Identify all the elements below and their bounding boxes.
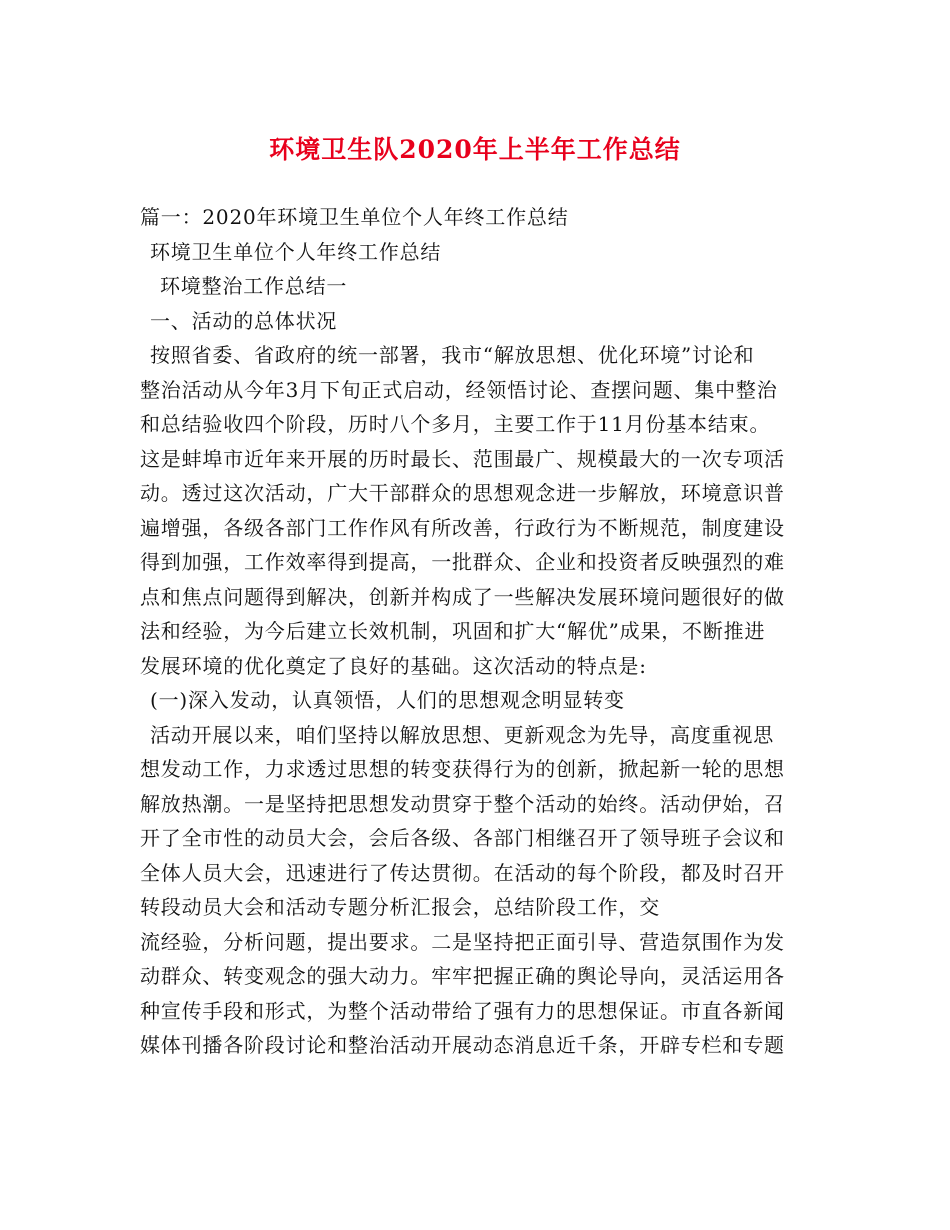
text-line: 全体人员大会，迅速进行了传达贯彻。在活动的每个阶段，都及时召开 [140,860,785,885]
text-line: 发展环境的优化奠定了良好的基础。这次活动的特点是: [140,653,647,678]
text-line: 转段动员大会和活动专题分析汇报会，总结阶段工作，交 [140,895,660,919]
text-line: 环境整治工作总结一 [160,274,348,298]
text-line: 法和经验，为今后建立长效机制，巩固和扩大“解优”成果，不断推进 [140,619,766,643]
text-line: 按照省委、省政府的统一部署，我市“解放思想、优化环境”讨论和 [150,343,755,367]
text-line: 媒体刊播各阶段讨论和整治活动开展动态消息近千条，开辟专栏和专题 [140,1033,785,1057]
text-line: 流经验，分析问题，提出要求。二是坚持把正面引导、营造氛围作为发 [140,929,785,954]
text-line: 动。透过这次活动，广大干部群众的思想观念进一步解放，环境意识普 [140,481,785,505]
text-line: (一)深入发动，认真领悟，人们的思想观念明显转变 [150,688,625,712]
text-line: 一、活动的总体状况 [150,308,338,333]
text-line: 篇一：2020年环境卫生单位个人年终工作总结 [140,205,569,229]
text-line: 这是蚌埠市近年来开展的历时最长、范围最广、规模最大的一次专项活 [140,446,785,471]
text-line: 想发动工作，力求透过思想的转变获得行为的创新，掀起新一轮的思想 [140,757,785,781]
document-title: 环境卫生队2020年上半年工作总结 [269,135,681,164]
text-line: 得到加强，工作效率得到提高，一批群众、企业和投资者反映强烈的难 [140,550,785,574]
text-line: 开了全市性的动员大会，会后各级、各部门相继召开了领导班子会议和 [140,826,785,850]
document-body [140,200,815,1063]
text-line: 活动开展以来，咱们坚持以解放思想、更新观念为先导，高度重视思 [150,722,774,747]
text-line: 环境卫生单位个人年终工作总结 [150,239,442,264]
text-line: 种宣传手段和形式，为整个活动带给了强有力的思想保证。市直各新闻 [140,998,785,1023]
text-line: 点和焦点问题得到解决，创新并构成了一些解决发展环境问题很好的做 [140,584,785,609]
text-line: 动群众、转变观念的强大动力。牢牢把握正确的舆论导向，灵活运用各 [140,964,785,988]
text-line: 整治活动从今年3月下旬正式启动，经领悟讨论、查摆问题、集中整治 [140,377,778,402]
text-line: 和总结验收四个阶段，历时八个多月，主要工作于11月份基本结束。 [140,412,771,436]
text-line: 遍增强，各级各部门工作作风有所改善，行政行为不断规范，制度建设 [140,515,785,540]
text-line: 解放热潮。一是坚持把思想发动贯穿于整个活动的始终。活动伊始，召 [140,791,785,816]
